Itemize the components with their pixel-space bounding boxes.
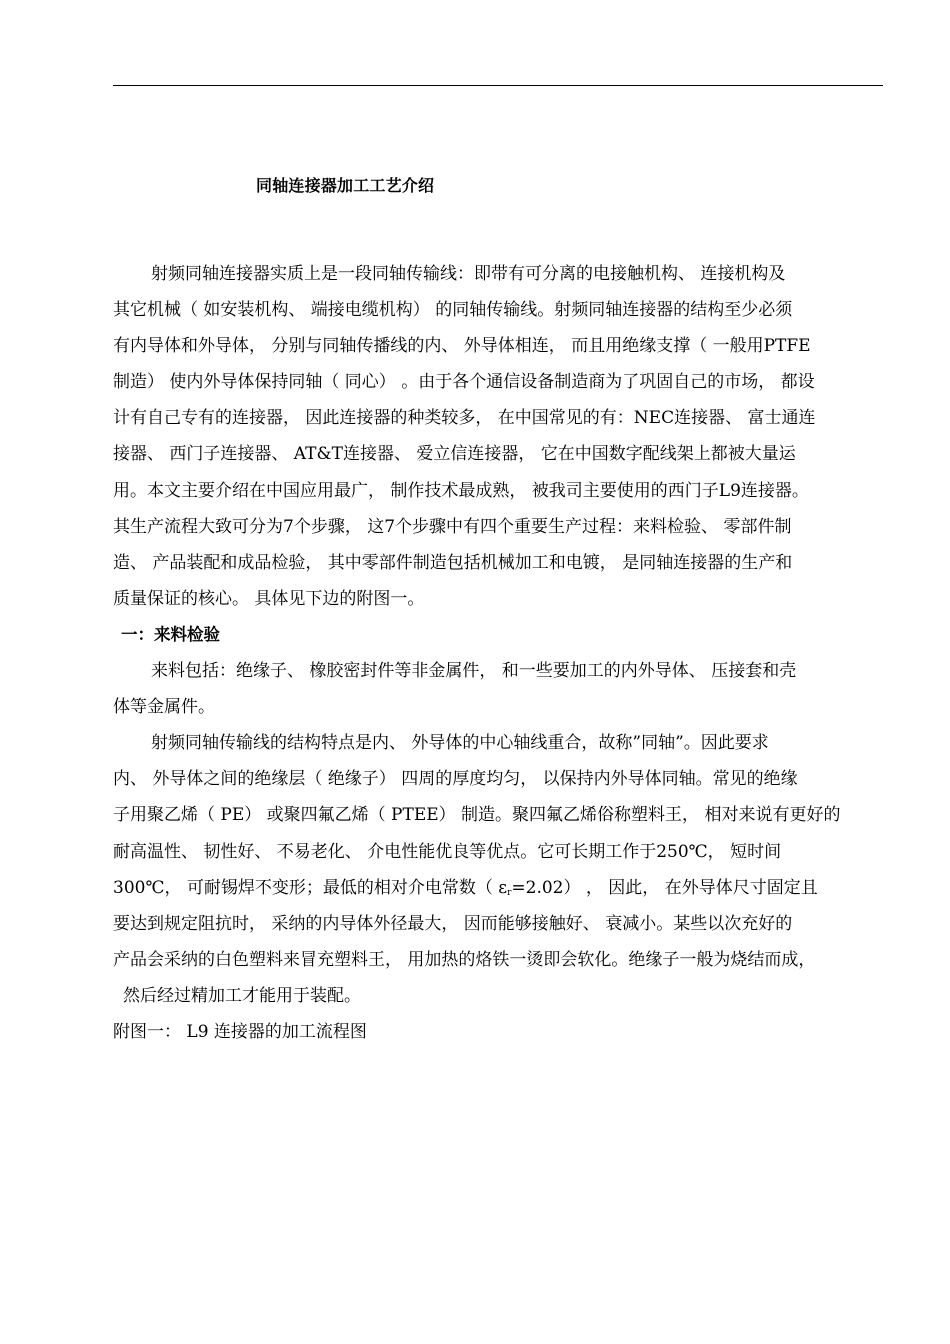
paragraph-line: 然后经过精加工才能用于装配。 xyxy=(123,985,361,1006)
document-body xyxy=(113,256,893,1050)
paragraph-line: 制造） 使内外导体保持同轴（ 同心） 。由于各个通信设备制造商为了巩固自己的市场， 都设 xyxy=(113,372,815,393)
paragraph-line: 子用聚乙烯（ PE） 或聚四氟乙烯（ PTEE） 制造。聚四氟乙烯俗称塑料王， 相对来说有更好的 xyxy=(113,805,841,826)
header-rule xyxy=(113,85,883,86)
paragraph-line: 接器、 西门子连接器、 AT&T连接器、 爱立信连接器， 它在中国数字配线架上都被大量运 xyxy=(113,444,796,465)
figure-caption: 附图一： L9 连接器的加工流程图 xyxy=(113,1021,367,1042)
paragraph-line: 射频同轴连接器实质上是一段同轴传输线：即带有可分离的电接触机构、 连接机构及 xyxy=(151,264,786,284)
text-span: 300℃， 可耐锡焊不变形；最低的相对介电常数（ ε xyxy=(113,877,508,898)
document-title: 同轴连接器加工工艺介绍 xyxy=(256,176,435,195)
paragraph-line: 要达到规定阻抗时， 采纳的内导体外径最大， 因而能够接触好、 衰减小。某些以次充好的 xyxy=(113,913,793,934)
paragraph-line: 来料包括：绝缘子、 橡胶密封件等非金属件， 和一些要加工的内外导体、 压接套和壳 xyxy=(151,661,797,682)
paragraph-line: 耐高温性、 韧性好、 不易老化、 介电性能优良等优点。它可长期工作于250℃， 短时间 xyxy=(113,841,782,862)
text-span: =2.02） ， 因此， 在外导体尺寸固定且 xyxy=(511,877,818,898)
paragraph-line: 质量保证的核心。 具体见下边的附图一。 xyxy=(113,588,425,609)
paragraph-line: 其它机械（ 如安装机构、 端接电缆机构） 的同轴传输线。射频同轴连接器的结构至少必须 xyxy=(113,300,793,321)
paragraph-line: 有内导体和外导体， 分别与同轴传播线的内、 外导体相连， 而且用绝缘支撑（ 一般用PTFE xyxy=(113,336,811,357)
paragraph-line: 计有自己专有的连接器， 因此连接器的种类较多， 在中国常见的有：NEC连接器、 富士通连 xyxy=(113,408,816,429)
paragraph-line: 其生产流程大致可分为7个步骤， 这7个步骤中有四个重要生产过程：来料检验、 零部件制 xyxy=(113,516,792,537)
paragraph-line: 造、 产品装配和成品检验， 其中零部件制造包括机械加工和电镀， 是同轴连接器的生产和 xyxy=(113,552,793,573)
section-heading: 一：来料检验 xyxy=(121,624,220,644)
paragraph-line: 产品会采纳的白色塑料来冒充塑料王， 用加热的烙铁一烫即会软化。绝缘子一般为烧结而成， xyxy=(113,949,816,970)
paragraph-line: 内、 外导体之间的绝缘层（ 绝缘子） 四周的厚度均匀， 以保持内外导体同轴。常见的绝缘 xyxy=(113,769,798,790)
paragraph-line: 射频同轴传输线的结构特点是内、 外导体的中心轴线重合，故称”同轴”。因此要求 xyxy=(151,733,769,754)
paragraph-line xyxy=(113,870,893,906)
paragraph-line: 体等金属件。 xyxy=(113,697,215,718)
paragraph-line: 用。本文主要介绍在中国应用最广， 制作技术最成熟， 被我司主要使用的西门子L9连接器。 xyxy=(113,480,809,501)
subscript: r xyxy=(507,887,512,898)
